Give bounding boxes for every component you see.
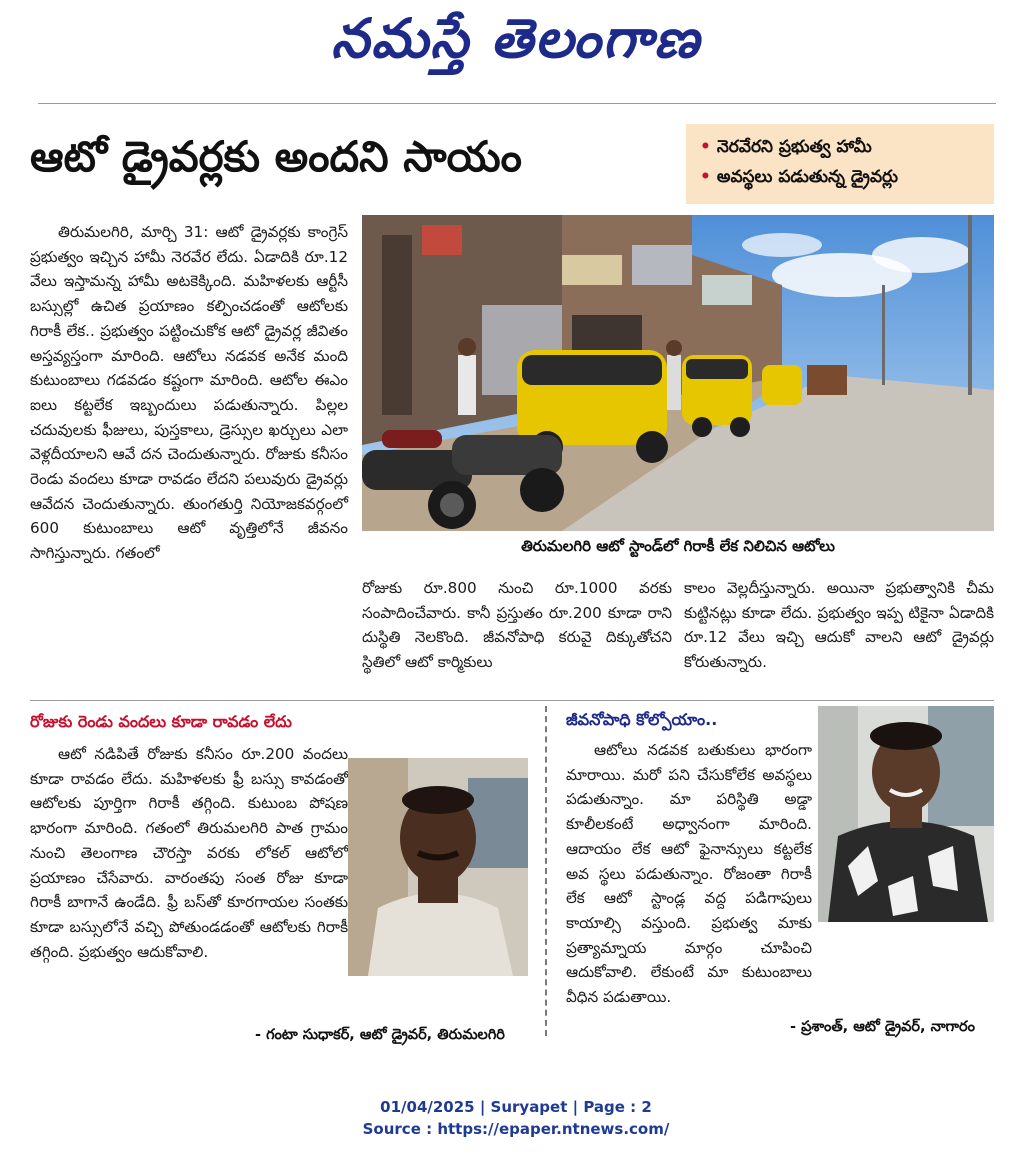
masthead [0, 6, 1032, 84]
prashanth-portrait [818, 706, 994, 922]
right-story-body-top [566, 738, 812, 1007]
highlights-box [686, 124, 994, 204]
column-divider [545, 706, 547, 1036]
portrait-illustration [348, 758, 528, 976]
portrait-illustration [818, 706, 994, 922]
article-body: రోజుకు రూ.800 నుంచి రూ.1000 వరకు సంపాదించేవారు. కానీ ప్రస్తుతం రూ.200 కూడా రాని దుస్థితి నెలకొంది. జీవనోపాధి కరువై దిక్కుతోచని స్థితిలో ఆటో కార్మికులు [362, 579, 672, 672]
section-rule [30, 700, 994, 701]
highlight-item [700, 132, 980, 162]
footer-date-edition: 01/04/2025 | Suryapet | Page : 2 [380, 1098, 652, 1116]
auto-stand-photo [362, 215, 994, 531]
left-story-subhead: రోజుకు రెండు వందలు కూడా రావడం లేదు [30, 712, 292, 731]
left-story-attribution: - గంటా సుధాకర్, ఆటో డ్రైవర్, తిరుమలగిరి [255, 1027, 505, 1043]
article-column-2 [362, 576, 672, 696]
masthead-rule [38, 103, 996, 104]
left-story-body: ఆటో నడిపితే రోజుకు కనీసం రూ.200 వందలు కూడా రావడం లేదు. మహిళలకు ఫ్రీ బస్సు కావడంతో ఆటోలకు పూర్తిగా గిరాకీ తగ్గింది. కుటుంబ పోషణ భారంగా మారింది. గతంలో తిరుమలగిరి పాత గ్రామం నుంచి తెలంగాణ చౌరస్తా వరకు లోకల్ ఆటోలో ప్రయాణం చేసేవారు. వారంతపు సంత రోజు కూడా గిరాకీ బాగానే ఉండేది. ఫ్రీ బస్‌తో కూరగాయల సంతకు కూడా బస్సులోనే వచ్చి పోతుండడంతో ఆటోలకు గిరాకీ తగ్గింది. ప్రభుత్వం ఆదుకోవాలి. [30, 745, 348, 961]
footer-source: Source : https://epaper.ntnews.com/ [362, 1120, 670, 1138]
highlight-text: నెరవేరని ప్రభుత్వ హామీ [716, 137, 872, 157]
photo-caption: తిరుమలగిరి ఆటో స్టాండ్‌లో గిరాకీ లేక నిలిచిన ఆటోలు [521, 537, 835, 555]
sudhakar-portrait [348, 758, 528, 976]
right-story-attribution: - ప్రశాంత్, ఆటో డ్రైవర్, నాగారం [790, 1019, 975, 1035]
article-body: కాలం వెల్లదీస్తున్నారు. అయినా ప్రభుత్వానికి చీమ కుట్టినట్లు కూడా లేదు. ప్రభుత్వం ఇప్ప టికైనా ఏడాదికి రూ.12 వేలు ఇచ్చి ఆదుకో వాలని ఆటో డ్రైవర్లు కోరుతున్నారు. [684, 579, 994, 672]
left-story-body-top [30, 742, 348, 961]
article-column-1 [30, 220, 348, 690]
article-column-3 [684, 576, 994, 696]
article-headline: ఆటో డ్రైవర్లకు అందని సాయం [30, 132, 522, 181]
newspaper-title: నమస్తే తెలంగాణ [331, 6, 701, 70]
highlight-text: అవస్థలు పడుతున్న డ్రైవర్లు [716, 167, 898, 187]
right-story-subhead: జీవనోపాధి కోల్పోయాం.. [566, 710, 718, 729]
bullet-icon: • [700, 167, 711, 187]
article-body: తిరుమలగిరి, మార్చి 31: ఆటో డ్రైవర్లకు కాంగ్రెస్ ప్రభుత్వం ఇచ్చిన హామీ నెరవేర లేదు. ఏడాదికి రూ.12 వేలు ఇస్తామన్న హామీ అటకెక్కింది. మహిళలకు ఆర్టీసీ బస్సుల్లో ఉచిత ప్రయాణం కల్పించడంతో ఆటోలకు గిరాకీ లేక.. ప్రభుత్వం పట్టించుకోక ఆటో డ్రైవర్ల జీవితం అస్తవ్యస్తంగా మారింది. ఆటోలు నడవక అనేక మంది కుటుంబాలు గడవడం కష్టంగా మారింది. ఆటోల ఈఎం ఐలు కట్టలేక ఇబ్బందులు పడుతున్నారు. పిల్లల చదువులకు ఫీజులు, పుస్తకాలు, డ్రెస్సుల ఖర్చులు ఎలా వెళ్లదీయాలని ఆవే దన చెందుతున్నారు. రోజుకు కనీసం రెండు వందలు కూడా రావడం లేదని పలువురు డ్రైవర్లు ఆవేదన చెందుతున్నారు. తుంగతుర్తి నియోజకవర్గంలో 600 కుటుంబాలు ఆటో వృత్తిలోనే జీవనం సాగిస్తున్నారు. గతంలో [30, 223, 348, 563]
bullet-icon: • [700, 137, 711, 157]
photo-illustration [362, 215, 994, 531]
right-story-body: ఆటోలు నడవక బతుకులు భారంగా మారాయి. మరో పని చేసుకోలేక అవస్థలు పడుతున్నాం. మా పరిస్థితి అడ్డా కూలీలకంటే అధ్వానంగా మారింది. ఆదాయం లేక ఆటో ఫైనాన్సులు కట్టలేక అవ స్థలు పడుతున్నాం. రోజంతా గిరాకీ లేక ఆటో స్టాండ్ల వద్ద పడిగాపులు కాయాల్సి వస్తుంది. ప్రభుత్వ మాకు ప్రత్యామ్నాయ మార్గం చూపించి ఆదుకోవాలి. లేకుంటే మా కుటుంబాలు వీధిన పడుతాయి. [566, 741, 812, 1007]
highlight-item [700, 162, 980, 192]
